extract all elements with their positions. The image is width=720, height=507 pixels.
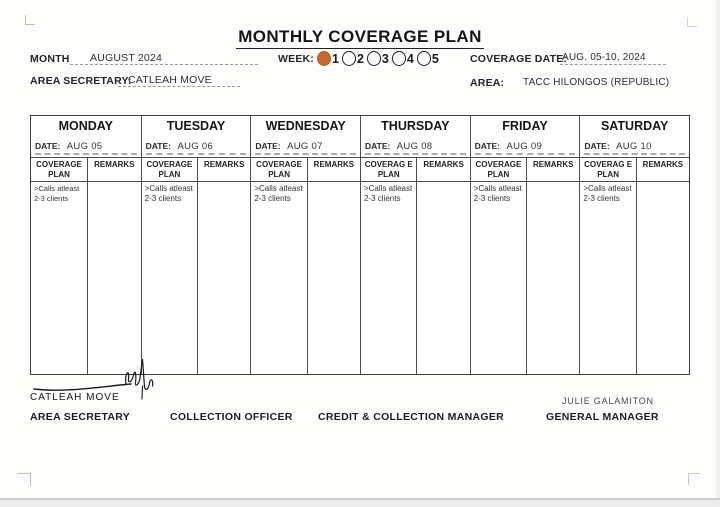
coverage-plan-cell [142, 182, 199, 374]
date-row [580, 135, 689, 150]
crop-mark-bottom-left-icon [18, 473, 31, 486]
coverage-plan-cell [251, 182, 308, 374]
day-body-row [31, 182, 141, 374]
remarks-header: REMARKS [423, 160, 464, 169]
title-row [0, 27, 720, 49]
remarks-header: REMARKS [642, 160, 684, 169]
remarks-header: REMARKS [204, 160, 245, 169]
remarks-cell [637, 182, 689, 374]
signatory-title-area-secretary: AREA SECRETARY [30, 411, 131, 423]
crop-mark-top-right-icon [687, 17, 697, 27]
coverage-plan-header: COVERAGE PLAN [471, 158, 528, 181]
crop-mark-bottom-right-icon [688, 473, 700, 485]
dashed-separator [365, 152, 466, 155]
crop-mark-top-left-icon [25, 15, 35, 25]
remarks-header: REMARKS [313, 160, 355, 169]
date-label: DATE: [35, 141, 61, 150]
date-row [471, 135, 580, 150]
subheader-row [142, 157, 251, 182]
coverage-date-value: AUG. 05-10, 2024 [562, 52, 646, 63]
day-column-saturday [579, 116, 689, 374]
day-name: MONDAY [58, 119, 114, 133]
plan-text: >Calls atleast 2-3 clients [583, 184, 632, 204]
date-value: AUG 06 [177, 141, 214, 150]
plan-text: >Calls atleast 2-3 clients [144, 184, 193, 204]
dashed-separator [475, 152, 576, 155]
coverage-plan-header: COVERAGE PLAN [251, 158, 308, 181]
day-body-row [580, 182, 689, 374]
date-value: AUG 07 [287, 141, 323, 150]
coverage-table [30, 115, 690, 375]
day-column-friday [470, 116, 580, 374]
day-column-thursday [360, 116, 470, 374]
page-title: MONTHLY COVERAGE PLAN [236, 27, 484, 49]
month-label: MONTH [30, 53, 70, 65]
coverage-plan-header: COVERAG E PLAN [361, 158, 418, 181]
date-label: DATE: [364, 141, 391, 150]
week-2-number: 2 [356, 51, 364, 66]
day-name: THURSDAY [381, 119, 450, 133]
day-name: SATURDAY [600, 119, 669, 133]
remarks-header: REMARKS [94, 160, 135, 169]
coverage-plan-header: COVERAGE PLAN [142, 158, 199, 181]
remarks-cell [198, 182, 250, 374]
coverage-plan-cell [361, 182, 418, 374]
date-row [251, 135, 360, 150]
remarks-cell [417, 182, 469, 374]
dashed-separator [584, 152, 685, 155]
remarks-cell [88, 182, 141, 374]
area-secretary-underline [118, 86, 240, 87]
week-4-radio-icon [392, 51, 406, 66]
coverage-date-underline [560, 64, 666, 65]
day-column-monday [31, 116, 141, 374]
remarks-cell [527, 182, 579, 374]
dashed-separator [255, 152, 356, 155]
subheader-row [471, 157, 580, 182]
plan-text: >Calls atleast 2-3 clients [34, 184, 80, 203]
signatory-title-credit-collection-manager: CREDIT & COLLECTION MANAGER [318, 411, 505, 423]
month-value: AUGUST 2024 [90, 52, 163, 64]
date-row [142, 135, 251, 150]
area-secretary-value: CATLEAH MOVE [128, 74, 212, 86]
day-column-tuesday [141, 116, 251, 374]
plan-text: >Calls atleast 2-3 clients [254, 184, 303, 204]
day-name: TUESDAY [166, 119, 226, 133]
day-name: WEDNESDAY [265, 119, 346, 133]
area-secretary-signed-name: CATLEAH MOVE [30, 392, 120, 403]
page-bottom-edge-fill [0, 500, 720, 507]
remarks-header: REMARKS [533, 160, 574, 169]
date-label: DATE: [474, 141, 500, 150]
coverage-date-label: COVERAGE DATE: [470, 53, 568, 65]
date-label: DATE: [584, 141, 610, 150]
date-label: DATE: [145, 141, 171, 150]
week-3-number: 3 [381, 51, 389, 66]
area-secretary-label: AREA SECRETARY: [30, 75, 132, 87]
day-body-row [361, 182, 470, 374]
day-name: FRIDAY [502, 119, 548, 133]
month-underline [70, 64, 258, 65]
subheader-row [251, 157, 360, 182]
week-1-radio-icon [317, 51, 331, 66]
day-body-row [471, 182, 580, 374]
plan-text: >Calls atleast 2-3 clients [363, 184, 413, 204]
week-selector [316, 51, 441, 66]
week-5-radio-icon [417, 51, 431, 66]
subheader-row [580, 157, 689, 182]
coverage-plan-header: COVERAG E PLAN [580, 158, 637, 181]
dashed-separator [35, 152, 137, 155]
date-row [361, 135, 470, 150]
area-value: TACC HILONGOS (REPUBLIC) [523, 77, 670, 88]
week-5-number: 5 [431, 51, 439, 66]
handwritten-signature [28, 356, 198, 400]
general-manager-signed-name: JULIE GALAMITON [562, 396, 654, 406]
week-1-number: 1 [332, 51, 339, 66]
date-value: AUG 05 [66, 141, 103, 150]
coverage-plan-cell [471, 182, 528, 374]
plan-text: >Calls atleast 2-3 clients [473, 184, 522, 204]
subheader-row [361, 157, 470, 182]
week-4-number: 4 [406, 51, 414, 66]
week-3-radio-icon [367, 51, 381, 66]
signatory-title-collection-officer: COLLECTION OFFICER [170, 411, 293, 423]
date-value: AUG 10 [616, 141, 652, 150]
page-right-edge [716, 0, 720, 498]
coverage-plan-header: COVERAGE PLAN [31, 158, 88, 181]
date-value: AUG 08 [396, 141, 433, 150]
date-value: AUG 09 [506, 141, 543, 150]
week-2-radio-icon [342, 51, 356, 66]
area-label: AREA: [470, 77, 505, 89]
week-label: WEEK: [278, 53, 314, 65]
date-label: DATE: [255, 141, 281, 150]
day-column-wednesday [250, 116, 360, 374]
signatory-title-general-manager: GENERAL MANAGER [546, 411, 659, 423]
day-body-row [251, 182, 360, 374]
coverage-plan-cell [580, 182, 637, 374]
date-row [31, 135, 141, 150]
coverage-plan-cell [31, 182, 88, 374]
subheader-row [31, 157, 141, 182]
dashed-separator [146, 152, 247, 155]
day-body-row [142, 182, 251, 374]
remarks-cell [308, 182, 360, 374]
